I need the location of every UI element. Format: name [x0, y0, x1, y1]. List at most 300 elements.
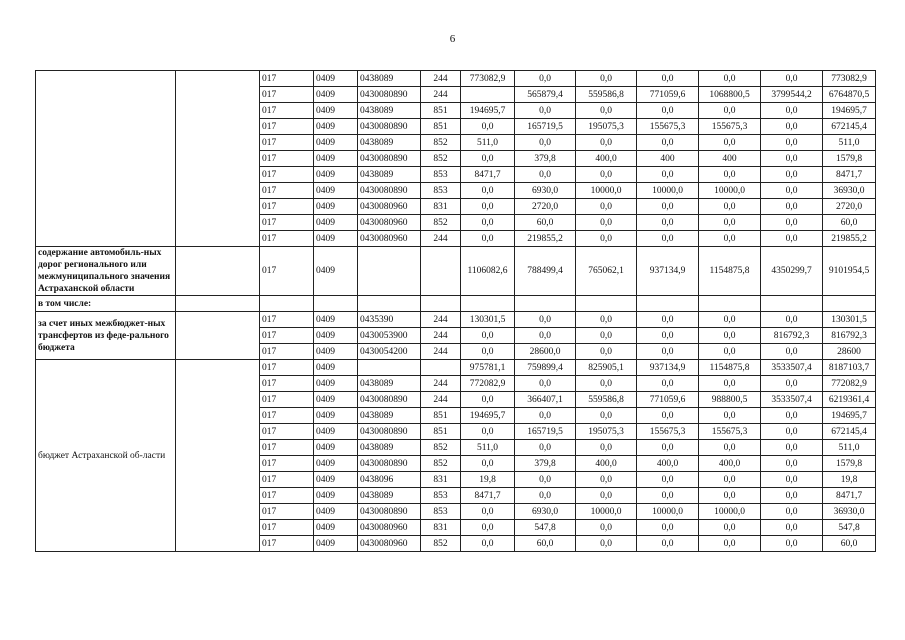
table-cell: 771059,6: [637, 392, 699, 408]
table-cell: 0,0: [637, 376, 699, 392]
table-cell: 017: [260, 103, 314, 119]
table-cell: 773082,9: [823, 71, 876, 87]
table-cell: 3799544,2: [761, 87, 823, 103]
table-cell: 0409: [314, 488, 358, 504]
table-cell: 559586,8: [576, 392, 637, 408]
table-cell: 0,0: [637, 408, 699, 424]
table-cell: 8471,7: [823, 167, 876, 183]
table-cell: 0409: [314, 151, 358, 167]
table-cell: 60,0: [515, 536, 576, 552]
table-cell: 2720,0: [823, 199, 876, 215]
table-cell: 0,0: [461, 456, 515, 472]
table-cell: 511,0: [823, 440, 876, 456]
table-cell: 0,0: [576, 344, 637, 360]
table-cell: 765062,1: [576, 247, 637, 296]
table-cell: 0,0: [699, 215, 761, 231]
table-cell: 8471,7: [461, 167, 515, 183]
table-cell: 0430080890: [358, 456, 421, 472]
table-cell: 0,0: [461, 536, 515, 552]
page-number: 6: [449, 33, 456, 45]
table-cell: 0409: [314, 408, 358, 424]
table-cell: 0,0: [699, 231, 761, 247]
table-cell: 852: [421, 440, 461, 456]
table-cell: 0409: [314, 312, 358, 328]
table-cell: 0430080890: [358, 119, 421, 135]
table-cell: 0,0: [515, 488, 576, 504]
table-cell: 0,0: [515, 376, 576, 392]
table-cell: 0,0: [576, 167, 637, 183]
table-cell: 0430080890: [358, 183, 421, 199]
table-cell: 017: [260, 183, 314, 199]
empty-cell: [260, 296, 314, 312]
table-cell: 2720,0: [515, 199, 576, 215]
table-cell: 165719,5: [515, 424, 576, 440]
table-cell: 0,0: [761, 312, 823, 328]
table-cell: [421, 360, 461, 376]
table-cell: 0,0: [699, 71, 761, 87]
table-cell: 0,0: [761, 440, 823, 456]
table-cell: 017: [260, 424, 314, 440]
table-cell: 0,0: [461, 344, 515, 360]
empty-cell: [314, 296, 358, 312]
empty-cell: [421, 296, 461, 312]
table-cell: 0,0: [761, 231, 823, 247]
table-cell: 6219361,4: [823, 392, 876, 408]
table-cell: 0,0: [761, 119, 823, 135]
table-cell: 017: [260, 408, 314, 424]
table-cell: 0430080960: [358, 520, 421, 536]
table-cell: 8471,7: [823, 488, 876, 504]
table-cell: 0,0: [461, 199, 515, 215]
table-cell: 0430080960: [358, 536, 421, 552]
table-cell: 8471,7: [461, 488, 515, 504]
table-cell: 0,0: [515, 472, 576, 488]
table-cell: 017: [260, 135, 314, 151]
table-cell: 0,0: [637, 440, 699, 456]
table-cell: [421, 247, 461, 296]
table-cell: 19,8: [823, 472, 876, 488]
table-cell: 0430080890: [358, 87, 421, 103]
table-cell: 017: [260, 520, 314, 536]
table-cell: 6930,0: [515, 183, 576, 199]
table-cell: 400,0: [576, 456, 637, 472]
table-cell: 244: [421, 328, 461, 344]
table-cell: 853: [421, 183, 461, 199]
table-cell: 130301,5: [461, 312, 515, 328]
table-cell: 0,0: [699, 520, 761, 536]
table-cell: 017: [260, 119, 314, 135]
table-cell: 017: [260, 167, 314, 183]
table-cell: 672145,4: [823, 119, 876, 135]
empty-cell: [358, 296, 421, 312]
table-cell: 400,0: [576, 151, 637, 167]
table-cell: 0,0: [699, 488, 761, 504]
table-cell: 0438096: [358, 472, 421, 488]
table-cell: 0430080960: [358, 215, 421, 231]
table-cell: 0409: [314, 119, 358, 135]
empty-cell: [461, 296, 515, 312]
table-cell: 28600: [823, 344, 876, 360]
table-cell: 0409: [314, 199, 358, 215]
table-cell: 0,0: [761, 536, 823, 552]
table-cell: 017: [260, 472, 314, 488]
table-cell: 851: [421, 103, 461, 119]
empty-cell: [761, 296, 823, 312]
table-cell: [358, 360, 421, 376]
budget-table: [35, 70, 876, 552]
table-cell: 10000,0: [576, 504, 637, 520]
table-cell: 017: [260, 488, 314, 504]
table-cell: 0,0: [761, 199, 823, 215]
table-cell: 0,0: [761, 504, 823, 520]
table-cell: 0,0: [699, 103, 761, 119]
table-cell: 0438089: [358, 376, 421, 392]
table-cell: 0,0: [576, 376, 637, 392]
table-cell: 0,0: [461, 504, 515, 520]
table-cell: 0409: [314, 87, 358, 103]
table-cell: 017: [260, 392, 314, 408]
table-cell: 0430080890: [358, 424, 421, 440]
table-cell: 0,0: [461, 424, 515, 440]
table-cell: 60,0: [823, 536, 876, 552]
table-row: [36, 71, 876, 87]
table-cell: 511,0: [461, 440, 515, 456]
table-cell: 017: [260, 87, 314, 103]
table-cell: 0409: [314, 504, 358, 520]
table-cell: 0,0: [761, 183, 823, 199]
budget-table-body: [36, 71, 876, 552]
table-cell: 1579,8: [823, 151, 876, 167]
table-cell: 0,0: [761, 376, 823, 392]
table-cell: 0,0: [761, 215, 823, 231]
table-cell: 0,0: [576, 199, 637, 215]
table-cell: 10000,0: [699, 504, 761, 520]
table-cell: 400: [637, 151, 699, 167]
table-cell: 017: [260, 71, 314, 87]
table-cell: 0,0: [637, 71, 699, 87]
table-cell: 0,0: [576, 135, 637, 151]
table-cell: 0,0: [699, 376, 761, 392]
table-cell: 0,0: [515, 167, 576, 183]
table-cell: 155675,3: [637, 119, 699, 135]
table-cell: 0,0: [576, 488, 637, 504]
table-cell: 0,0: [515, 408, 576, 424]
table-cell: 0438089: [358, 408, 421, 424]
table-cell: 771059,6: [637, 87, 699, 103]
table-cell: 565879,4: [515, 87, 576, 103]
table-cell: 0430080890: [358, 504, 421, 520]
table-cell: 0,0: [699, 135, 761, 151]
table-cell: 017: [260, 536, 314, 552]
table-cell: 0430080960: [358, 231, 421, 247]
table-cell: 759899,4: [515, 360, 576, 376]
table-cell: 379,8: [515, 456, 576, 472]
empty-cell: [176, 71, 260, 247]
empty-cell: [176, 247, 260, 296]
table-cell: 0,0: [515, 103, 576, 119]
table-cell: 244: [421, 344, 461, 360]
table-cell: 0,0: [461, 119, 515, 135]
section-label: бюджет Астраханской об-ласти: [36, 360, 176, 552]
table-cell: 0409: [314, 328, 358, 344]
empty-cell: [176, 296, 260, 312]
table-cell: 10000,0: [576, 183, 637, 199]
table-cell: 0430080890: [358, 151, 421, 167]
table-cell: 0409: [314, 183, 358, 199]
table-cell: 0430080890: [358, 392, 421, 408]
table-cell: 017: [260, 199, 314, 215]
table-cell: 0,0: [637, 520, 699, 536]
table-cell: 0,0: [699, 167, 761, 183]
table-cell: 852: [421, 135, 461, 151]
table-cell: 4350299,7: [761, 247, 823, 296]
table-cell: 0,0: [461, 151, 515, 167]
table-cell: 0,0: [699, 440, 761, 456]
table-cell: 0,0: [576, 215, 637, 231]
empty-cell: [699, 296, 761, 312]
table-cell: 0,0: [761, 472, 823, 488]
table-cell: 366407,1: [515, 392, 576, 408]
table-cell: 511,0: [823, 135, 876, 151]
table-cell: 017: [260, 440, 314, 456]
table-cell: 0409: [314, 536, 358, 552]
table-cell: 400,0: [699, 456, 761, 472]
table-cell: 0409: [314, 135, 358, 151]
table-cell: 853: [421, 167, 461, 183]
table-cell: 0,0: [637, 199, 699, 215]
table-cell: 825905,1: [576, 360, 637, 376]
table-cell: 165719,5: [515, 119, 576, 135]
table-cell: 852: [421, 151, 461, 167]
table-cell: 0,0: [699, 536, 761, 552]
empty-cell: [637, 296, 699, 312]
table-cell: 547,8: [823, 520, 876, 536]
table-cell: 0,0: [637, 312, 699, 328]
table-cell: 017: [260, 360, 314, 376]
table-cell: [461, 87, 515, 103]
table-cell: 219855,2: [823, 231, 876, 247]
table-cell: 1579,8: [823, 456, 876, 472]
table-cell: 851: [421, 424, 461, 440]
table-row: [36, 360, 876, 376]
table-cell: 0,0: [761, 488, 823, 504]
table-cell: 0,0: [461, 215, 515, 231]
empty-cell: [515, 296, 576, 312]
table-cell: 017: [260, 456, 314, 472]
table-cell: 017: [260, 376, 314, 392]
table-cell: 0409: [314, 215, 358, 231]
table-cell: 0,0: [461, 231, 515, 247]
table-cell: 831: [421, 520, 461, 536]
table-cell: 0409: [314, 167, 358, 183]
table-cell: 0430080960: [358, 199, 421, 215]
table-cell: 017: [260, 504, 314, 520]
table-cell: 3533507,4: [761, 392, 823, 408]
table-cell: [358, 247, 421, 296]
table-row: [36, 247, 876, 296]
table-cell: 0,0: [637, 215, 699, 231]
table-cell: 851: [421, 119, 461, 135]
table-cell: 0438089: [358, 440, 421, 456]
table-cell: 0409: [314, 231, 358, 247]
table-cell: 155675,3: [699, 119, 761, 135]
table-cell: 0409: [314, 247, 358, 296]
table-cell: 19,8: [461, 472, 515, 488]
table-cell: 0,0: [699, 344, 761, 360]
table-cell: 0409: [314, 392, 358, 408]
table-cell: 937134,9: [637, 247, 699, 296]
table-cell: 547,8: [515, 520, 576, 536]
table-cell: 0409: [314, 456, 358, 472]
table-cell: 0,0: [461, 520, 515, 536]
table-cell: 28600,0: [515, 344, 576, 360]
table-cell: 852: [421, 536, 461, 552]
empty-cell: [176, 312, 260, 360]
table-cell: 772082,9: [461, 376, 515, 392]
table-cell: 194695,7: [461, 408, 515, 424]
table-cell: 36930,0: [823, 183, 876, 199]
table-cell: 1154875,8: [699, 360, 761, 376]
section-label: [36, 71, 176, 247]
table-cell: 017: [260, 312, 314, 328]
empty-cell: [176, 360, 260, 552]
table-cell: 0,0: [699, 328, 761, 344]
table-cell: 0,0: [699, 408, 761, 424]
table-row: [36, 312, 876, 328]
table-cell: 0,0: [761, 103, 823, 119]
table-cell: 0409: [314, 472, 358, 488]
table-cell: 017: [260, 231, 314, 247]
table-cell: 10000,0: [637, 183, 699, 199]
table-cell: 831: [421, 472, 461, 488]
table-cell: 0,0: [761, 167, 823, 183]
table-cell: 0,0: [637, 472, 699, 488]
table-cell: 816792,3: [823, 328, 876, 344]
table-cell: 0,0: [576, 408, 637, 424]
table-cell: 0438089: [358, 167, 421, 183]
table-cell: 0409: [314, 344, 358, 360]
table-cell: 0438089: [358, 488, 421, 504]
table-cell: 8187103,7: [823, 360, 876, 376]
table-cell: 853: [421, 488, 461, 504]
table-cell: 816792,3: [761, 328, 823, 344]
empty-cell: [823, 296, 876, 312]
table-cell: 988800,5: [699, 392, 761, 408]
table-cell: 0,0: [761, 408, 823, 424]
table-cell: 244: [421, 312, 461, 328]
table-cell: 017: [260, 344, 314, 360]
empty-cell: [576, 296, 637, 312]
table-cell: 0,0: [761, 456, 823, 472]
table-cell: 0,0: [576, 312, 637, 328]
table-cell: 219855,2: [515, 231, 576, 247]
table-cell: 0,0: [637, 167, 699, 183]
table-cell: 0,0: [637, 328, 699, 344]
table-cell: 0,0: [576, 520, 637, 536]
table-cell: 0,0: [576, 440, 637, 456]
table-cell: 0,0: [461, 392, 515, 408]
table-cell: 10000,0: [637, 504, 699, 520]
table-cell: 852: [421, 456, 461, 472]
table-cell: 3533507,4: [761, 360, 823, 376]
table-cell: 379,8: [515, 151, 576, 167]
table-cell: 155675,3: [699, 424, 761, 440]
table-cell: 017: [260, 328, 314, 344]
table-cell: 0409: [314, 71, 358, 87]
table-cell: 0,0: [637, 135, 699, 151]
table-cell: 773082,9: [461, 71, 515, 87]
table-cell: 0,0: [637, 231, 699, 247]
table-cell: 0,0: [576, 328, 637, 344]
table-cell: 155675,3: [637, 424, 699, 440]
table-cell: 0,0: [637, 488, 699, 504]
table-cell: 244: [421, 231, 461, 247]
table-cell: 194695,7: [823, 103, 876, 119]
table-cell: 195075,3: [576, 119, 637, 135]
table-cell: 975781,1: [461, 360, 515, 376]
table-cell: 851: [421, 408, 461, 424]
table-cell: 0438089: [358, 103, 421, 119]
table-cell: 672145,4: [823, 424, 876, 440]
table-cell: 0,0: [576, 71, 637, 87]
table-cell: 0,0: [699, 312, 761, 328]
table-cell: 244: [421, 71, 461, 87]
table-cell: 194695,7: [461, 103, 515, 119]
table-cell: 0435390: [358, 312, 421, 328]
table-cell: 0438089: [358, 135, 421, 151]
table-cell: 0409: [314, 103, 358, 119]
table-cell: 194695,7: [823, 408, 876, 424]
table-cell: 6764870,5: [823, 87, 876, 103]
table-cell: 0,0: [576, 472, 637, 488]
table-cell: 0,0: [515, 135, 576, 151]
table-cell: 6930,0: [515, 504, 576, 520]
table-cell: 195075,3: [576, 424, 637, 440]
table-cell: 10000,0: [699, 183, 761, 199]
table-cell: 788499,4: [515, 247, 576, 296]
table-cell: 772082,9: [823, 376, 876, 392]
table-cell: 1068800,5: [699, 87, 761, 103]
table-cell: 0,0: [576, 103, 637, 119]
table-cell: 400,0: [637, 456, 699, 472]
table-cell: 60,0: [823, 215, 876, 231]
table-cell: 017: [260, 151, 314, 167]
table-cell: 0,0: [637, 344, 699, 360]
table-cell: 017: [260, 215, 314, 231]
table-cell: 130301,5: [823, 312, 876, 328]
table-cell: 0409: [314, 424, 358, 440]
table-cell: 0,0: [461, 183, 515, 199]
table-cell: 831: [421, 199, 461, 215]
table-cell: 0430054200: [358, 344, 421, 360]
table-cell: 0430053900: [358, 328, 421, 344]
table-cell: 511,0: [461, 135, 515, 151]
table-cell: 60,0: [515, 215, 576, 231]
table-cell: 0409: [314, 440, 358, 456]
table-cell: 0,0: [637, 103, 699, 119]
table-cell: 0409: [314, 376, 358, 392]
table-cell: 0,0: [699, 472, 761, 488]
table-cell: 0,0: [761, 71, 823, 87]
table-cell: 0,0: [576, 536, 637, 552]
table-row: [36, 296, 876, 312]
section-label: за счет иных межбюджет-ных трансфертов из феде-рального бюджета: [36, 312, 176, 360]
table-cell: 0,0: [761, 344, 823, 360]
table-cell: 937134,9: [637, 360, 699, 376]
table-cell: 852: [421, 215, 461, 231]
section-label: содержание автомобиль-ных дорог регионального или межмуниципального значения Астраханской области: [36, 247, 176, 296]
table-cell: 0,0: [761, 135, 823, 151]
